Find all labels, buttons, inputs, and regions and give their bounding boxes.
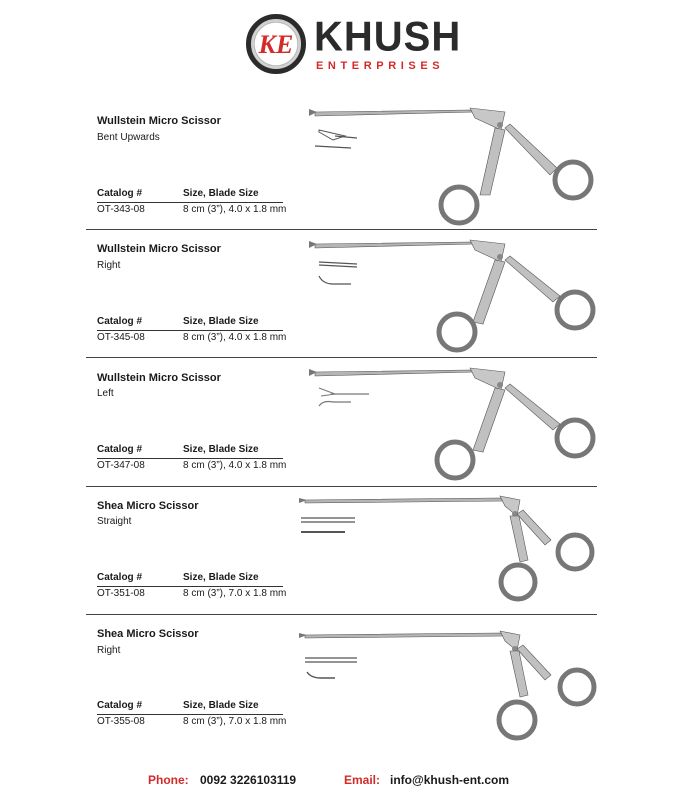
product-name: Shea Micro Scissor [97,628,199,640]
catalog-number: OT-355-08 [97,716,145,727]
spec-row [97,332,287,344]
size-header: Size, Blade Size [183,572,259,583]
spec-row [97,588,287,600]
section-divider [86,357,597,358]
catalog-header: Catalog # [97,316,143,327]
section-divider [86,614,597,615]
size-header: Size, Blade Size [183,700,259,711]
product-name: Wullstein Micro Scissor [97,115,221,127]
product-name: Wullstein Micro Scissor [97,372,221,384]
spec-header [97,188,283,203]
logo-badge [246,14,306,74]
product-name: Shea Micro Scissor [97,500,199,512]
brand-name: KHUSH [314,13,462,61]
size-value: 8 cm (3”), 4.0 x 1.8 mm [183,204,287,215]
catalog-header: Catalog # [97,572,143,583]
size-value: 8 cm (3”), 4.0 x 1.8 mm [183,332,287,343]
catalog-header: Catalog # [97,188,143,199]
spec-header [97,700,283,715]
size-value: 8 cm (3”), 7.0 x 1.8 mm [183,588,287,599]
spec-header [97,316,283,331]
product-variant: Right [97,260,121,271]
phone-number[interactable]: 0092 3226103119 [200,773,297,787]
wullstein-scissor-illustration [305,100,605,230]
section-divider [86,486,597,487]
monogram-graphic [251,19,301,69]
product-variant: Bent Upwards [97,132,160,143]
spec-header [97,572,283,587]
spec-row [97,460,287,472]
wullstein-scissor-illustration [305,232,605,357]
spec-row [97,204,287,216]
size-value: 8 cm (3”), 7.0 x 1.8 mm [183,716,287,727]
catalog-number: OT-347-08 [97,460,145,471]
email-label: Email: [344,773,381,787]
product-variant: Right [97,645,121,656]
size-header: Size, Blade Size [183,316,259,327]
contact-footer [0,773,689,789]
brand-tagline: ENTERPRISES [316,60,445,72]
section-divider [86,229,597,230]
brand-logo [240,12,470,78]
spec-header [97,444,283,459]
catalog-header: Catalog # [97,444,143,455]
size-value: 8 cm (3”), 4.0 x 1.8 mm [183,460,287,471]
catalog-number: OT-343-08 [97,204,145,215]
catalog-number: OT-345-08 [97,332,145,343]
phone-label: Phone: [148,773,189,787]
monogram-text: KE [258,30,294,59]
email-address[interactable]: info@khush-ent.com [390,773,510,787]
product-name: Wullstein Micro Scissor [97,243,221,255]
shea-scissor-illustration [295,622,605,744]
spec-row [97,716,287,728]
product-variant: Left [97,388,114,399]
catalog-number: OT-351-08 [97,588,145,599]
wullstein-scissor-illustration [305,360,605,485]
size-header: Size, Blade Size [183,188,259,199]
catalog-header: Catalog # [97,700,143,711]
product-variant: Straight [97,516,132,527]
shea-scissor-illustration [295,490,605,610]
size-header: Size, Blade Size [183,444,259,455]
